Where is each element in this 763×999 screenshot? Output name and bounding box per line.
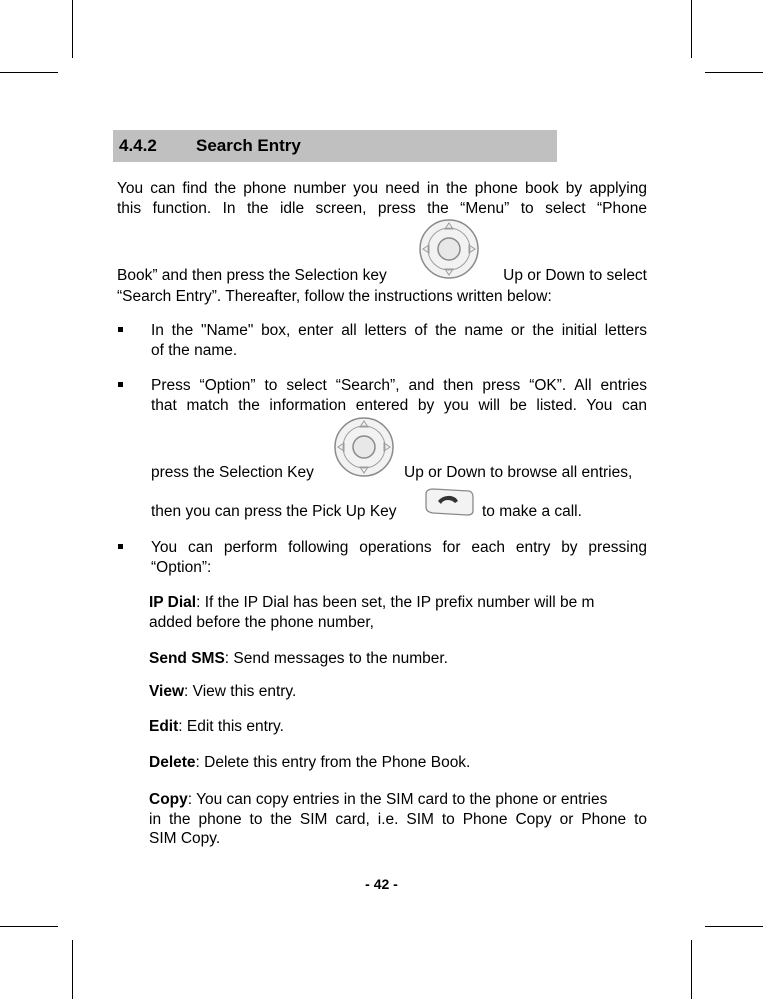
bullet-2-line-1: Press “Option” to select “Search”, and then press “OK”. All entries	[151, 377, 647, 394]
option-ip-dial	[149, 593, 594, 613]
intro-line-3b: Up or Down to select	[503, 267, 647, 284]
selection-key-icon	[333, 416, 395, 478]
option-term: Send SMS	[149, 650, 225, 667]
option-desc: : View this entry.	[184, 683, 297, 700]
crop-mark-bottom-left-v	[72, 940, 73, 999]
option-desc: : You can copy entries in the SIM card to the phone or entries	[187, 791, 608, 808]
option-term: IP Dial	[149, 594, 197, 611]
bullet-1-line-1: In the "Name" box, enter all letters of the name or the initial letters	[151, 322, 647, 339]
option-term: Delete	[149, 754, 196, 771]
crop-mark-top-right-h	[705, 72, 763, 73]
section-heading	[113, 130, 557, 162]
option-view	[149, 682, 296, 702]
option-copy-line-2: in the phone to the SIM card, i.e. SIM to Phone Copy or Phone to	[149, 811, 647, 828]
intro-line-2: this function. In the idle screen, press the “Menu” to select “Phone	[117, 200, 647, 217]
option-copy-line-3: SIM Copy.	[149, 830, 221, 847]
bullet-2-line-4b: to make a call.	[482, 503, 582, 520]
crop-mark-bottom-right-v	[691, 940, 692, 999]
intro-line-4: “Search Entry”. Thereafter, follow the instructions written below:	[117, 288, 552, 305]
option-desc: : Edit this entry.	[178, 718, 284, 735]
option-desc: : If the IP Dial has been set, the IP prefix number will be m	[196, 594, 595, 611]
crop-mark-bottom-right-h	[705, 926, 763, 927]
intro-line-3a: Book” and then press the Selection key	[117, 267, 387, 284]
bullet-2-line-3a: press the Selection Key	[151, 464, 314, 481]
bullet-icon	[118, 327, 123, 332]
selection-key-icon	[418, 218, 480, 280]
bullet-3-line-1: You can perform following operations for each entry by pressing	[151, 539, 647, 556]
crop-mark-top-left-v	[72, 0, 73, 58]
bullet-icon	[118, 382, 123, 387]
option-delete	[149, 753, 470, 773]
pick-up-key-icon	[423, 487, 475, 517]
option-desc: : Send messages to the number.	[224, 650, 448, 667]
bullet-1-line-2: of the name.	[151, 342, 238, 359]
option-term: Edit	[149, 718, 179, 735]
option-term: Copy	[149, 791, 188, 808]
bullet-3-line-2: “Option”:	[151, 559, 212, 576]
page-number: - 42 -	[365, 876, 398, 892]
bullet-icon	[118, 544, 123, 549]
section-title: Search Entry	[196, 136, 301, 155]
crop-mark-top-left-h	[0, 72, 58, 73]
option-desc: : Delete this entry from the Phone Book.	[195, 754, 471, 771]
section-number: 4.4.2	[119, 136, 157, 155]
option-ip-dial-line-2: added before the phone number,	[149, 614, 374, 631]
crop-mark-top-right-v	[691, 0, 692, 58]
crop-mark-bottom-left-h	[0, 926, 58, 927]
option-copy	[149, 790, 607, 810]
option-edit	[149, 717, 284, 737]
bullet-2-line-3b: Up or Down to browse all entries,	[404, 464, 633, 481]
intro-line-1: You can find the phone number you need in the phone book by applying	[117, 180, 647, 197]
option-term: View	[149, 683, 185, 700]
bullet-2-line-4a: then you can press the Pick Up Key	[151, 503, 397, 520]
option-send-sms	[149, 649, 448, 669]
bullet-2-line-2: that match the information entered by you will be listed. You can	[151, 397, 647, 414]
